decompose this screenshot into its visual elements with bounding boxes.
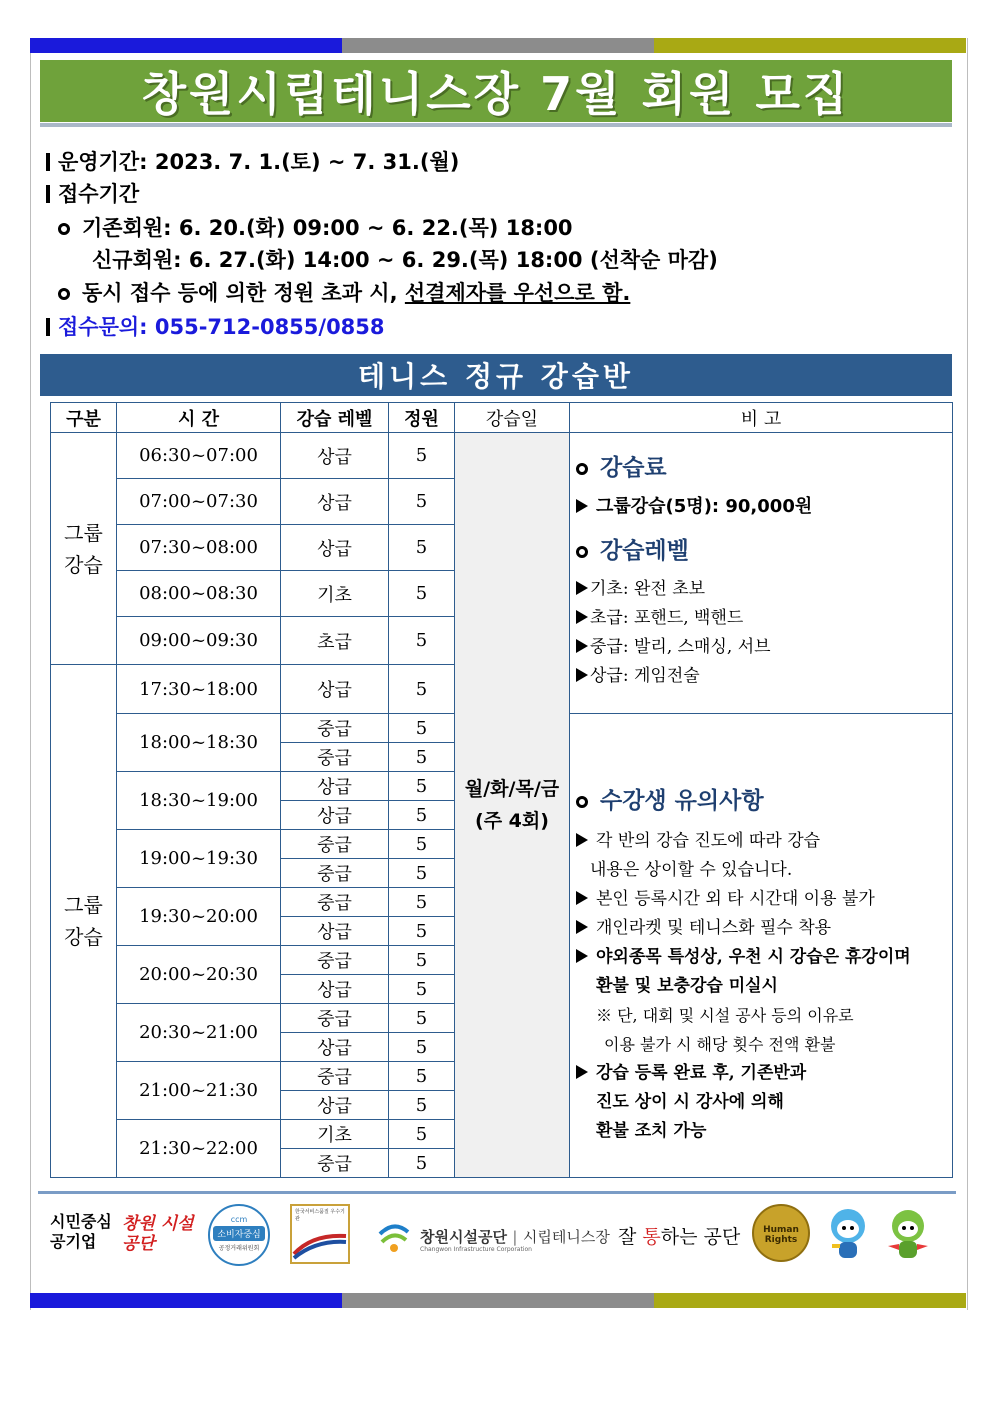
- capacity-cell: 5: [389, 859, 455, 888]
- contact-info: 접수문의: 055-712-0855/0858: [46, 311, 385, 341]
- mascot-blue-icon: [824, 1206, 872, 1264]
- capacity-cell: 5: [389, 1149, 455, 1178]
- time-cell: 20:30~21:00: [117, 1004, 281, 1062]
- level-item: 기초: 완전 초보: [576, 575, 952, 604]
- capacity-cell: 5: [389, 1120, 455, 1149]
- circle-bullet-icon: [576, 546, 588, 558]
- capacity-cell: 5: [389, 617, 455, 665]
- caution-item: 강습 등록 완료 후, 기존반과: [576, 1059, 952, 1088]
- slogan: 잘 통하는 공단: [618, 1226, 741, 1248]
- caution-item: 이용 불가 시 해당 횟수 전액 환불: [604, 1034, 836, 1054]
- mascot-green-icon: [882, 1206, 934, 1264]
- time-cell: 07:00~07:30: [117, 479, 281, 525]
- capacity-cell: 5: [389, 433, 455, 479]
- level-cell: 중급: [281, 830, 389, 859]
- reception-period-label: 접수기간: [46, 178, 139, 208]
- table-header-row: [51, 403, 953, 433]
- circle-bullet-icon: [576, 796, 588, 808]
- title-banner: [40, 60, 952, 128]
- ccm-logo: ccm 소비자중심 공정거래위원회: [208, 1204, 270, 1266]
- level-cell: 초급: [281, 617, 389, 665]
- time-cell: 07:30~08:00: [117, 525, 281, 571]
- table-row: [51, 433, 953, 479]
- level-cell: 기초: [281, 1120, 389, 1149]
- time-cell: 17:30~18:00: [117, 665, 281, 714]
- caution-item: 야외종목 특성상, 우천 시 강습은 휴강이며: [576, 943, 952, 972]
- capacity-cell: 5: [389, 772, 455, 801]
- header-capacity: 정원: [389, 403, 455, 433]
- existing-member-period: 기존회원: 6. 20.(화) 09:00 ~ 6. 22.(목) 18:00: [58, 212, 573, 242]
- capacity-cell: 5: [389, 946, 455, 975]
- days-cell: 월/화/목/금 (주 4회): [455, 433, 570, 1178]
- triangle-bullet-icon: [576, 499, 588, 513]
- caution-item: 환불 및 보충강습 미실시: [596, 975, 778, 996]
- level-cell: 상급: [281, 433, 389, 479]
- level-cell: 상급: [281, 917, 389, 946]
- level-cell: 중급: [281, 1149, 389, 1178]
- fee-line: 그룹강습(5명): 90,000원: [576, 492, 952, 518]
- group-label-evening: 그룹 강습: [51, 665, 117, 1178]
- level-cell: 중급: [281, 946, 389, 975]
- header-days: 강습일: [455, 403, 570, 433]
- capacity-cell: 5: [389, 479, 455, 525]
- capacity-cell: 5: [389, 801, 455, 830]
- capacity-cell: 5: [389, 1062, 455, 1091]
- level-cell: 중급: [281, 714, 389, 743]
- footer-logos: [40, 1200, 952, 1270]
- simultaneous-rule: 동시 접수 등에 의한 정원 초과 시, 선결제자를 우선으로 함.: [58, 277, 630, 307]
- time-cell: 21:30~22:00: [117, 1120, 281, 1178]
- caution-item: 각 반의 강습 진도에 따라 강습: [576, 827, 952, 856]
- time-cell: 18:30~19:00: [117, 772, 281, 830]
- level-cell: 상급: [281, 479, 389, 525]
- level-cell: 중급: [281, 859, 389, 888]
- level-cell: 상급: [281, 975, 389, 1004]
- schedule-table: [50, 402, 953, 1178]
- capacity-cell: 5: [389, 714, 455, 743]
- time-cell: 06:30~07:00: [117, 433, 281, 479]
- caution-item: 본인 등록시간 외 타 시간대 이용 불가: [576, 885, 952, 914]
- caution-item: ※ 단, 대회 및 시설 공사 등의 이유로: [596, 1005, 854, 1025]
- level-title: 강습레벨: [576, 532, 952, 565]
- level-cell: 중급: [281, 743, 389, 772]
- level-cell: 중급: [281, 1062, 389, 1091]
- level-cell: 상급: [281, 1091, 389, 1120]
- header-time: 시 간: [117, 403, 281, 433]
- capacity-cell: 5: [389, 1033, 455, 1062]
- top-stripe: [30, 38, 966, 53]
- circle-bullet-icon: [576, 463, 588, 475]
- level-item: 중급: 발리, 스매싱, 서브: [576, 633, 952, 662]
- circle-bullet-icon: [58, 223, 70, 235]
- level-cell: 상급: [281, 772, 389, 801]
- bottom-stripe: [30, 1293, 966, 1308]
- level-cell: 상급: [281, 525, 389, 571]
- section-title: 테니스 정규 강습반: [358, 360, 634, 393]
- capacity-cell: 5: [389, 1091, 455, 1120]
- level-cell: 상급: [281, 665, 389, 714]
- header-level: 강습 레벨: [281, 403, 389, 433]
- group-label-morning: 그룹 강습: [51, 433, 117, 665]
- capacity-cell: 5: [389, 888, 455, 917]
- caution-title: 수강생 유의사항: [576, 782, 952, 815]
- level-item: 상급: 게임전술: [576, 662, 952, 691]
- level-cell: 상급: [281, 1033, 389, 1062]
- footer-divider: [38, 1191, 956, 1194]
- capacity-cell: 5: [389, 525, 455, 571]
- capacity-cell: 5: [389, 1004, 455, 1033]
- capacity-cell: 5: [389, 917, 455, 946]
- capacity-cell: 5: [389, 571, 455, 617]
- capacity-cell: 5: [389, 743, 455, 772]
- time-cell: 18:00~18:30: [117, 714, 281, 772]
- corporation-logo: 창원시설공단 | 시립테니스장 Changwon Infrastructure Corporation: [376, 1220, 626, 1260]
- section-title-bar: [40, 354, 952, 396]
- notes-caution: [570, 714, 953, 1178]
- time-cell: 21:00~21:30: [117, 1062, 281, 1120]
- header-remarks: 비 고: [570, 403, 953, 433]
- level-cell: 상급: [281, 801, 389, 830]
- caution-item: 내용은 상이할 수 있습니다.: [590, 859, 793, 880]
- human-rights-medal: Human Rights: [752, 1204, 810, 1262]
- level-cell: 기초: [281, 571, 389, 617]
- capacity-cell: 5: [389, 830, 455, 859]
- level-item: 초급: 포핸드, 백핸드: [576, 604, 952, 633]
- time-cell: 09:00~09:30: [117, 617, 281, 665]
- time-cell: 20:00~20:30: [117, 946, 281, 1004]
- corporation-emblem-icon: [376, 1220, 412, 1254]
- circle-bullet-icon: [58, 288, 70, 300]
- operation-period: 운영기간: 2023. 7. 1.(토) ~ 7. 31.(월): [46, 146, 459, 176]
- citizen-logo: 시민중심 공기업 창원 시설공단: [50, 1212, 194, 1254]
- new-member-period: 신규회원: 6. 27.(화) 14:00 ~ 6. 29.(목) 18:00 (선착순 마감): [92, 248, 718, 272]
- time-cell: 19:30~20:00: [117, 888, 281, 946]
- capacity-cell: 5: [389, 975, 455, 1004]
- notes-fee-level: [570, 433, 953, 714]
- service-quality-logo: 한국서비스품질 우수기관: [290, 1204, 350, 1264]
- time-cell: 08:00~08:30: [117, 571, 281, 617]
- caution-item: 진도 상이 시 강사에 의해: [596, 1091, 784, 1112]
- level-cell: 중급: [281, 1004, 389, 1033]
- fee-title: 강습료: [576, 449, 952, 482]
- level-cell: 중급: [281, 888, 389, 917]
- caution-item: 개인라켓 및 테니스화 필수 착용: [576, 914, 952, 943]
- page-title: 창원시립테니스장 7월 회원 모집: [141, 67, 851, 121]
- time-cell: 19:00~19:30: [117, 830, 281, 888]
- capacity-cell: 5: [389, 665, 455, 714]
- header-category: 구분: [51, 403, 117, 433]
- caution-item: 환불 조치 가능: [596, 1120, 707, 1141]
